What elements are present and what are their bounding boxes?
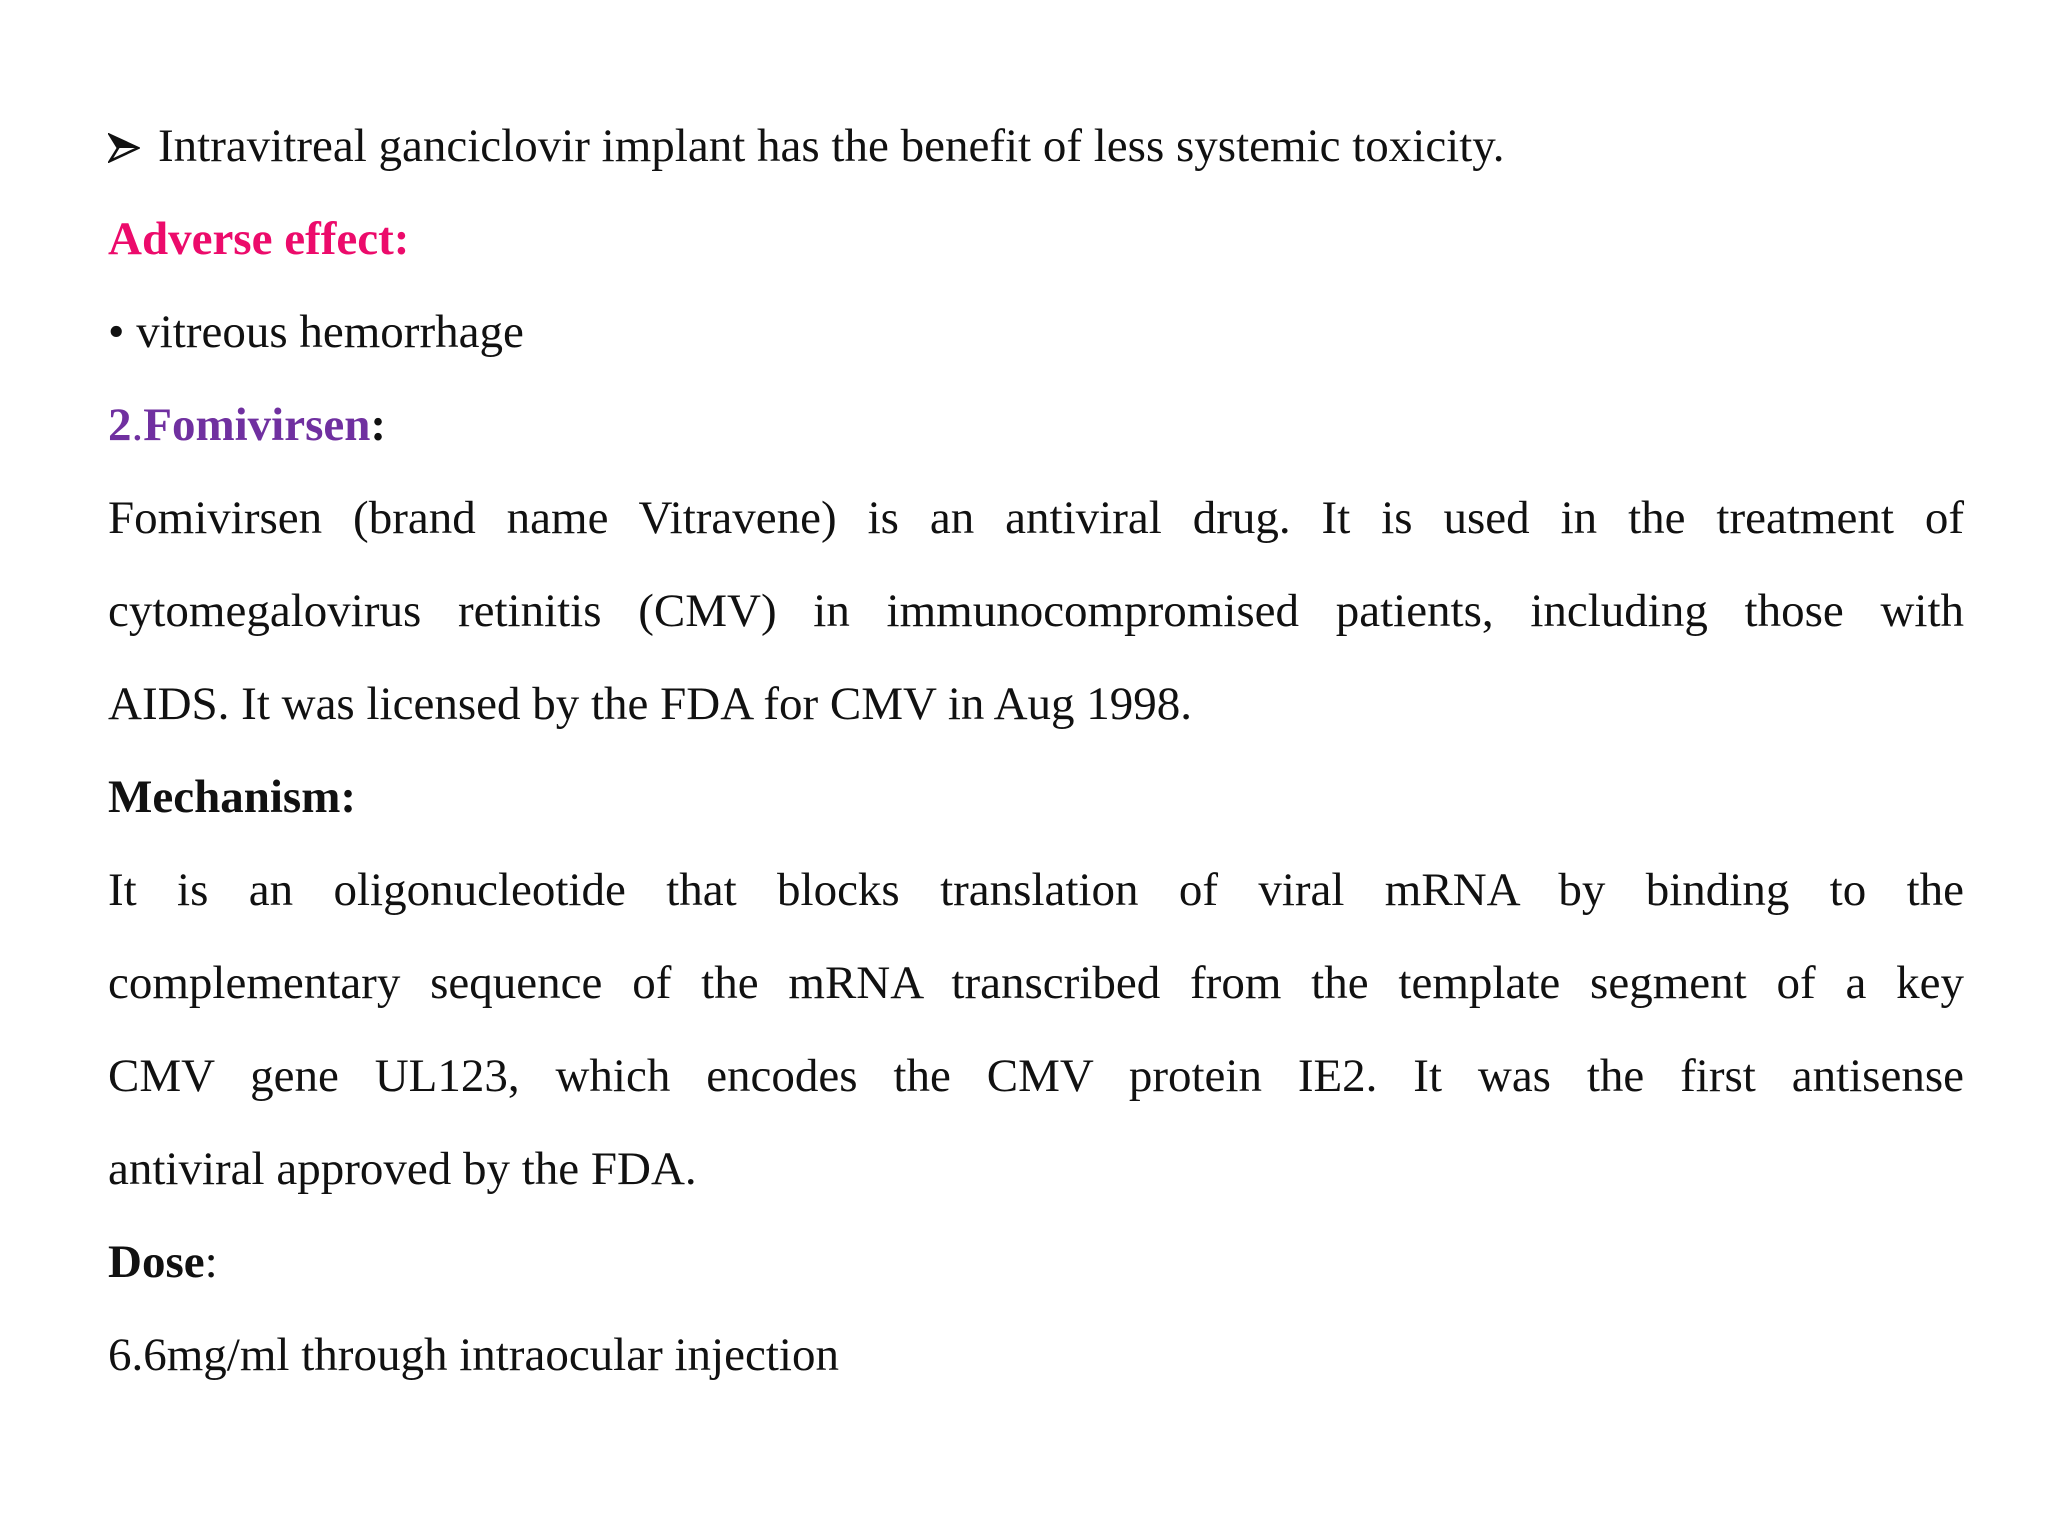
drug-number: 2 <box>108 399 132 451</box>
arrow-bullet-icon <box>108 100 158 193</box>
intro-text: Intravitreal ganciclovir implant has the benefit of less systemic toxicity. <box>158 120 1505 172</box>
mechanism-line: It is an oligonucleotide that blocks translation of viral mRNA by binding to the <box>108 864 1964 916</box>
intro-line <box>108 100 1964 193</box>
drug-description <box>108 472 1964 751</box>
drug-heading <box>108 379 1964 472</box>
drug-description-line: AIDS. It was licensed by the FDA for CMV in Aug 1998. <box>108 678 1193 730</box>
mechanism-heading: Mechanism: <box>108 771 357 823</box>
dose-heading-colon: : <box>204 1236 218 1288</box>
drug-name: Fomivirsen <box>143 399 371 451</box>
mechanism-line: CMV gene UL123, which encodes the CMV protein IE2. It was the first antisense <box>108 1050 1964 1102</box>
drug-heading-colon: : <box>370 399 387 451</box>
drug-description-line: cytomegalovirus retinitis (CMV) in immunocompromised patients, including those with <box>108 585 1964 637</box>
dose-value: 6.6mg/ml through intraocular injection <box>108 1329 839 1381</box>
dose-heading-label: Dose <box>108 1236 205 1288</box>
mechanism-text <box>108 844 1964 1216</box>
mechanism-line: antiviral approved by the FDA. <box>108 1143 697 1195</box>
mechanism-line: complementary sequence of the mRNA transcribed from the template segment of a key <box>108 957 1964 1009</box>
slide-content <box>108 100 1964 1402</box>
drug-number-dot: . <box>131 399 144 451</box>
round-bullet: • <box>108 306 125 358</box>
drug-description-line: Fomivirsen (brand name Vitravene) is an antiviral drug. It is used in the treatment of <box>108 492 1964 544</box>
adverse-effect-item <box>108 286 1964 379</box>
dose-heading <box>108 1216 1964 1309</box>
adverse-effect-heading: Adverse effect: <box>108 213 410 265</box>
adverse-effect-text: vitreous hemorrhage <box>136 306 524 358</box>
